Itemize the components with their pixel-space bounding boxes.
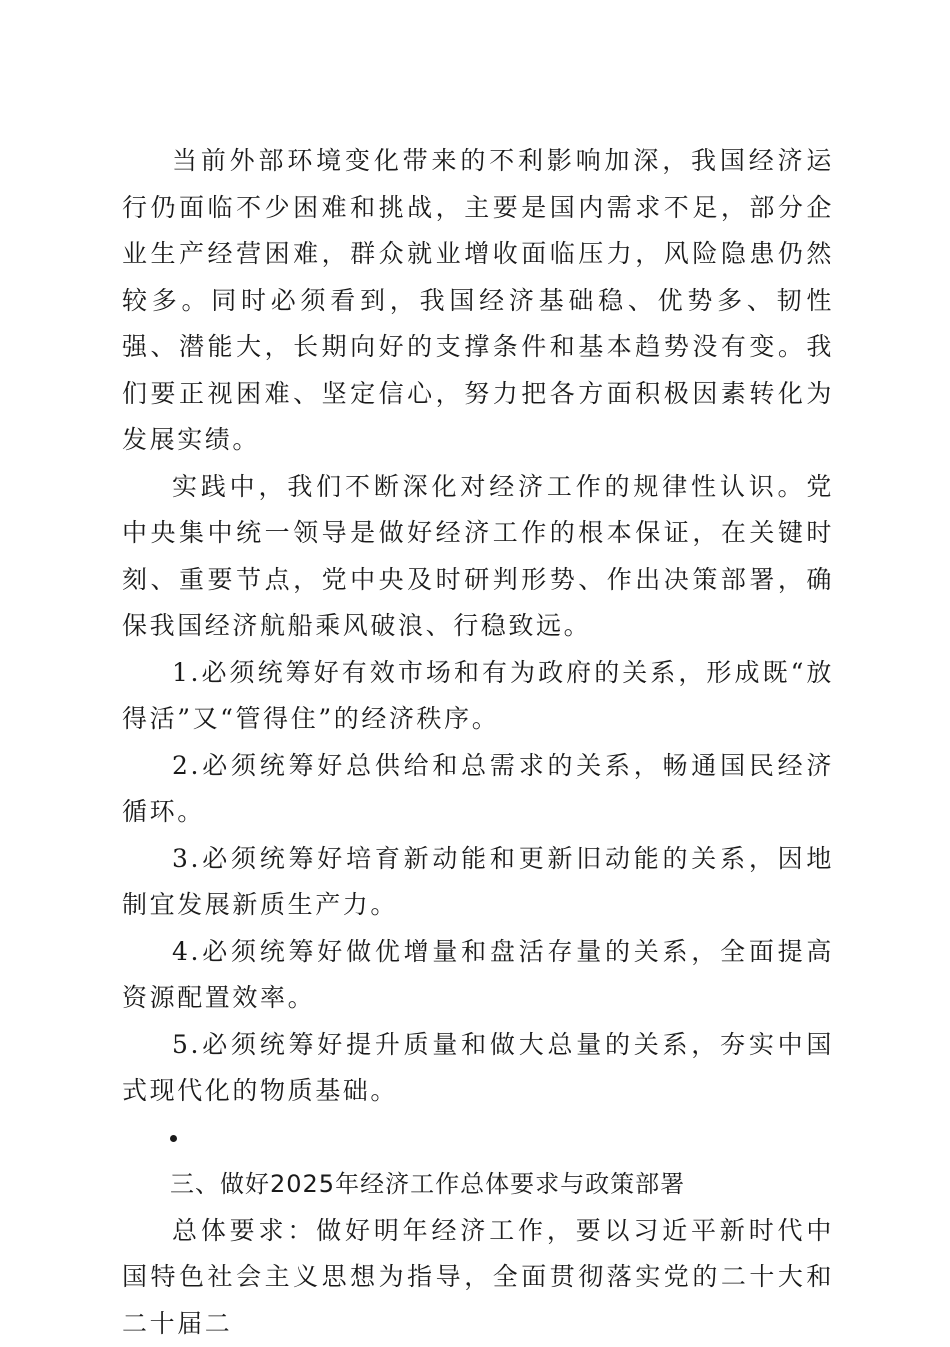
bullet-marker-line	[122, 1115, 834, 1162]
bullet-dot-icon	[170, 1135, 177, 1142]
numbered-item: 5.必须统筹好提升质量和做大总量的关系，夯实中国式现代化的物质基础。	[122, 1022, 834, 1115]
numbered-item: 4.必须统筹好做优增量和盘活存量的关系，全面提高资源配置效率。	[122, 929, 834, 1022]
numbered-item: 3.必须统筹好培育新动能和更新旧动能的关系，因地制宜发展新质生产力。	[122, 836, 834, 929]
body-paragraph: 总体要求：做好明年经济工作，要以习近平新时代中国特色社会主义思想为指导，全面贯彻落实党的二十大和二十届二	[122, 1208, 834, 1347]
section-heading: 三、做好2025年经济工作总体要求与政策部署	[122, 1161, 834, 1208]
body-paragraph: 实践中，我们不断深化对经济工作的规律性认识。党中央集中统一领导是做好经济工作的根本保证，在关键时刻、重要节点，党中央及时研判形势、作出决策部署，确保我国经济航船乘风破浪、行稳致远。	[122, 464, 834, 650]
numbered-item: 1.必须统筹好有效市场和有为政府的关系，形成既“放得活”又“管得住”的经济秩序。	[122, 650, 834, 743]
document-page	[122, 138, 834, 1347]
body-paragraph: 当前外部环境变化带来的不利影响加深，我国经济运行仍面临不少困难和挑战，主要是国内需求不足，部分企业生产经营困难，群众就业增收面临压力，风险隐患仍然较多。同时必须看到，我国经济基础稳、优势多、韧性强、潜能大，长期向好的支撑条件和基本趋势没有变。我们要正视困难、坚定信心，努力把各方面积极因素转化为发展实绩。	[122, 138, 834, 464]
numbered-item: 2.必须统筹好总供给和总需求的关系，畅通国民经济循环。	[122, 743, 834, 836]
